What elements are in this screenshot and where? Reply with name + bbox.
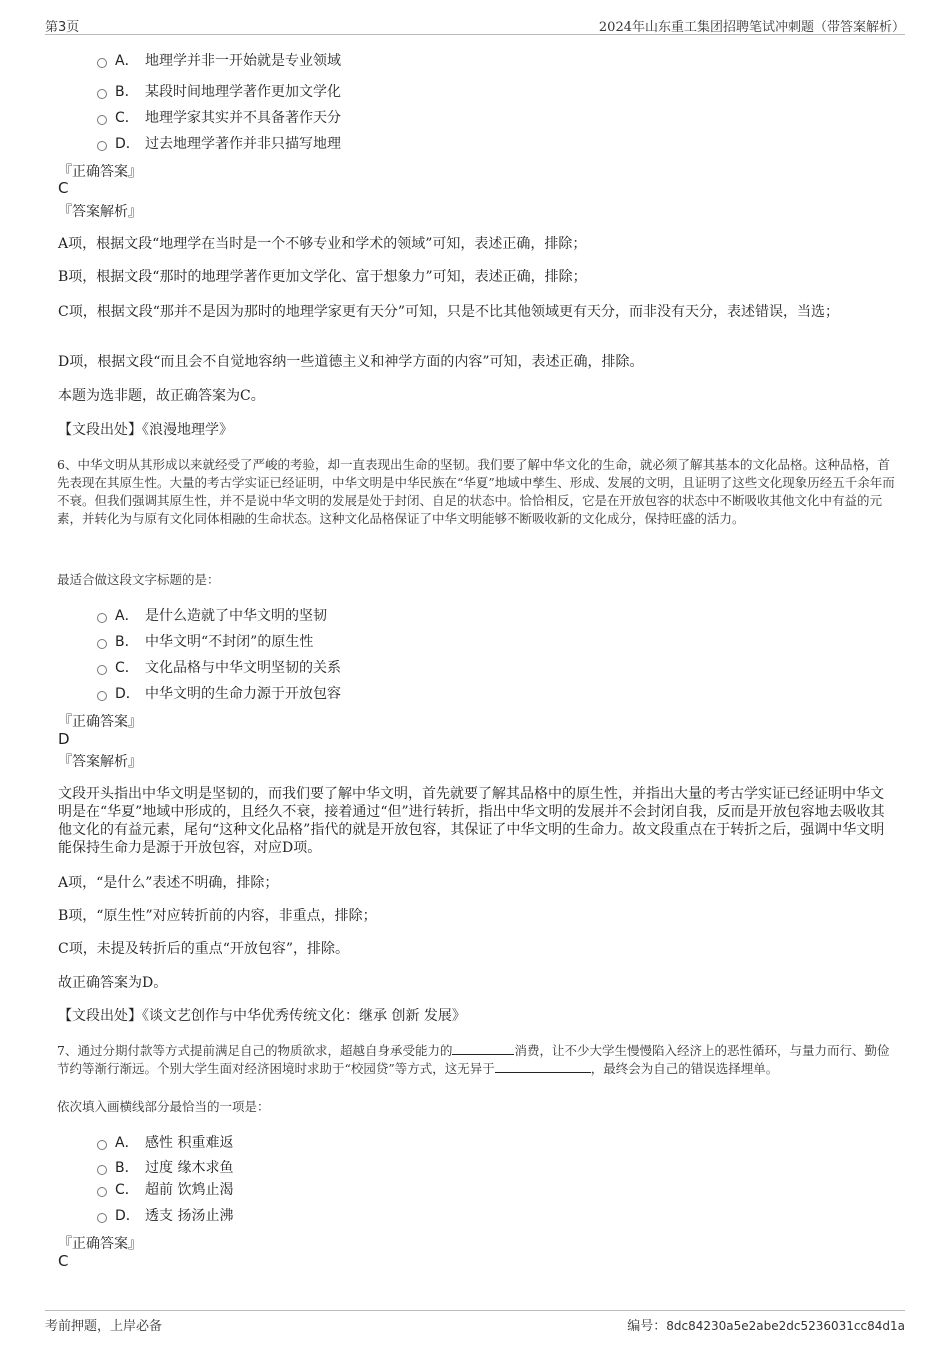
q5-analysis-label: 『答案解析』 [58,204,142,220]
q6-question-text: 6、中华文明从其形成以来就经受了严峻的考验，却一直表现出生命的坚韧。我们要了解中华文化的生命，就必须了解其基本的文化品格。这种品格，首先表现在其原生性。大量的考古学实证已经证明，中华文明是中华民族在“华夏”地域中孳生、形成、发展的文明，且证明了这些文化现象历经五千余年而不衰。但我们强调其原生性，并不是说中华文明的发展是处于封闭、自足的状态中。恰恰相反，它是在开放包容的状态中不断吸收其他文化中有益的元素，并转化为与原有文化同体相融的生命状态。这种文化品格保证了中华文明能够不断吸收新的文化成分，保持旺盛的活力。 [57,457,895,526]
q7-option-b[interactable]: B． 过度 缘木求鱼 [97,1157,233,1177]
radio-icon[interactable] [97,1187,107,1197]
q6-option-a[interactable]: A． 是什么造就了中华文明的坚韧 [97,605,327,625]
q7-question-text: 7、通过分期付款等方式提前满足自己的物质欲求，超越自身承受能力的 消费，让不少大学生慢慢陷入经济上的恶性循环，与量力而行、勤俭节约等渐行渐远。个别大学生面对经济困境时求助于“校园贷”等方式，这无异于 ，最终会为自己的错误选择埋单。 [57,1043,890,1076]
q5-analysis-a: A项，根据文段“地理学在当时是一个不够专业和学术的领域”可知，表述正确，排除； [58,236,587,252]
radio-icon[interactable] [97,613,107,623]
q6-analysis-label: 『答案解析』 [58,754,142,770]
q5-conclusion: 本题为选非题，故正确答案为C。 [58,388,265,404]
q6-option-b[interactable]: B． 中华文明“不封闭”的原生性 [97,631,313,651]
q5-analysis-c: C项，根据文段“那并不是因为那时的地理学家更有天分”可知，只是不比其他领域更有天分，而非没有天分，表述错误，当选； [58,304,840,320]
radio-icon[interactable] [97,639,107,649]
q6-option-d[interactable]: D． 中华文明的生命力源于开放包容 [97,683,341,703]
radio-icon[interactable] [97,1213,107,1223]
q5-answer: C [58,179,69,197]
radio-icon[interactable] [97,1140,107,1150]
footer-slogan: 考前押题，上岸必备 [45,1319,163,1334]
radio-icon[interactable] [97,691,107,701]
page-header [45,14,905,35]
q6-conclusion: 故正确答案为D。 [58,975,168,991]
page-footer [45,1310,905,1337]
q5-source: 【文段出处】《浪漫地理学》 [58,422,233,438]
radio-icon[interactable] [97,58,107,68]
q5-analysis-d: D项，根据文段“而且会不自觉地容纳一些道德主义和神学方面的内容”可知，表述正确，排除。 [58,354,644,370]
q6-option-c[interactable]: C． 文化品格与中华文明坚韧的关系 [97,657,341,677]
q6-prompt: 最适合做这段文字标题的是： [57,572,220,587]
q5-option-c[interactable]: C． 地理学家其实并不具备著作天分 [97,107,341,127]
q7-answer: C [58,1252,69,1270]
radio-icon[interactable] [97,115,107,125]
q5-answer-label: 『正确答案』 [58,164,142,180]
radio-icon[interactable] [97,141,107,151]
q5-analysis-b: B项，根据文段“那时的地理学著作更加文学化、富于想象力”可知，表述正确，排除； [58,269,587,285]
q6-analysis-c: C项，未提及转折后的重点“开放包容”，排除。 [58,941,350,957]
radio-icon[interactable] [97,665,107,675]
fill-blank-1[interactable] [452,1042,514,1055]
q7-option-a[interactable]: A． 感性 积重难返 [97,1132,233,1152]
q6-source: 【文段出处】《谈文艺创作与中华优秀传统文化：继承 创新 发展》 [58,1008,466,1024]
q5-option-d[interactable]: D． 过去地理学著作并非只描写地理 [97,133,341,153]
radio-icon[interactable] [97,1165,107,1175]
q5-option-a[interactable]: A． 地理学并非一开始就是专业领域 [97,50,341,70]
q7-prompt: 依次填入画横线部分最恰当的一项是： [57,1099,270,1114]
footer-code: 编号：8dc84230a5e2abe2dc5236031cc84d1a [627,1319,905,1334]
fill-blank-2[interactable] [495,1060,591,1073]
q6-answer: D [58,730,70,748]
q6-answer-label: 『正确答案』 [58,714,142,730]
q5-option-b[interactable]: B． 某段时间地理学著作更加文学化 [97,81,341,101]
q6-analysis-a: A项，“是什么”表述不明确，排除； [58,875,279,891]
q6-analysis-b: B项，“原生性”对应转折前的内容，非重点，排除； [58,908,377,924]
q7-option-d[interactable]: D． 透支 扬汤止沸 [97,1205,233,1225]
page-number: 第3页 [45,20,80,35]
radio-icon[interactable] [97,89,107,99]
q6-analysis-main: 文段开头指出中华文明是坚韧的，而我们要了解中华文明，首先就要了解其品格中的原生性，并指出大量的考古学实证已经证明中华文明是在“华夏”地域中形成的，且经久不衰，接着通过“但”进行转折，指出中华文明的发展并不会封闭自我，反而是开放包容地去吸收其他文化的有益元素，尾句“这种文化品格”指代的就是开放包容，其保证了中华文明的生命力。故文段重点在于转折之后，强调中华文明能保持生命力是源于开放包容，对应D项。 [58,786,885,856]
q7-answer-label: 『正确答案』 [58,1236,142,1252]
document-title: 2024年山东重工集团招聘笔试冲刺题（带答案解析） [598,20,905,35]
q7-option-c[interactable]: C． 超前 饮鸩止渴 [97,1179,233,1199]
